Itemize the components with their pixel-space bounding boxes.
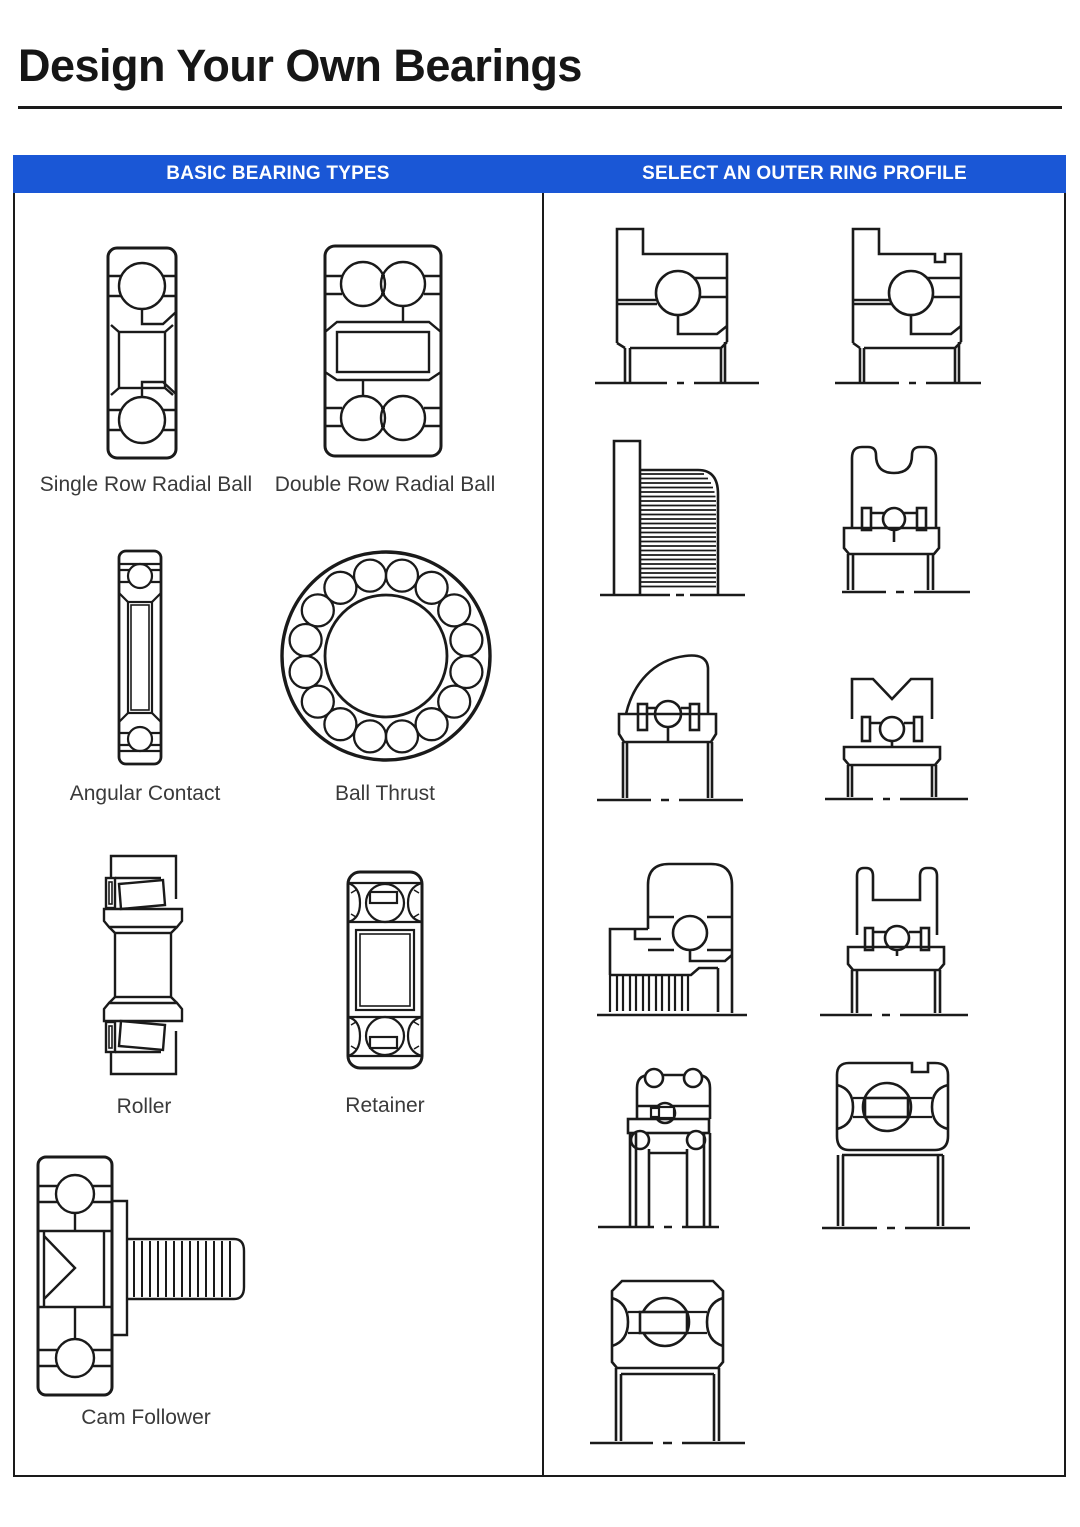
bearing-type-label: Angular Contact bbox=[69, 782, 221, 805]
roller-drawing[interactable] bbox=[101, 853, 185, 1077]
header-select-outer-ring-profile: SELECT AN OUTER RING PROFILE bbox=[642, 163, 967, 184]
profile-option-double-row-rivet[interactable] bbox=[596, 1056, 721, 1231]
profile-option-yoke-groove[interactable] bbox=[842, 440, 972, 595]
table-header-bar bbox=[13, 155, 1066, 193]
bearing-type-label: Single Row Radial Ball bbox=[39, 473, 253, 496]
profile-option-sealed-flat[interactable] bbox=[588, 1278, 748, 1448]
bearing-type-label: Cam Follower bbox=[81, 1406, 211, 1429]
bearing-type-label: Retainer bbox=[345, 1094, 425, 1117]
profile-option-splined-dome[interactable] bbox=[595, 855, 750, 1020]
profile-option-pronged-slot[interactable] bbox=[820, 858, 970, 1018]
profile-option-stepped-shoulder-snap-ring[interactable] bbox=[833, 224, 983, 386]
bearing-type-label: Ball Thrust bbox=[335, 782, 435, 805]
column-divider bbox=[542, 193, 544, 1475]
double-row-radial-ball-drawing[interactable] bbox=[323, 244, 443, 458]
title-divider bbox=[18, 106, 1062, 109]
page-title: Design Your Own Bearings bbox=[18, 40, 582, 91]
profile-option-v-groove[interactable] bbox=[825, 675, 970, 803]
profile-option-eccentric-lobe[interactable] bbox=[595, 650, 745, 805]
cam-follower-drawing[interactable] bbox=[36, 1155, 252, 1397]
ball-thrust-drawing[interactable] bbox=[278, 548, 494, 764]
bearing-type-label: Double Row Radial Ball bbox=[274, 473, 496, 496]
retainer-drawing[interactable] bbox=[346, 870, 424, 1070]
bearing-type-label: Roller bbox=[116, 1095, 172, 1118]
profile-option-sealed-snap-ring[interactable] bbox=[822, 1058, 972, 1230]
header-basic-bearing-types: BASIC BEARING TYPES bbox=[166, 163, 390, 184]
profile-option-stepped-shoulder[interactable] bbox=[593, 224, 761, 386]
single-row-radial-ball-drawing[interactable] bbox=[106, 246, 178, 460]
profile-option-knurled-ribbed[interactable] bbox=[600, 438, 770, 602]
angular-contact-drawing[interactable] bbox=[117, 549, 163, 766]
